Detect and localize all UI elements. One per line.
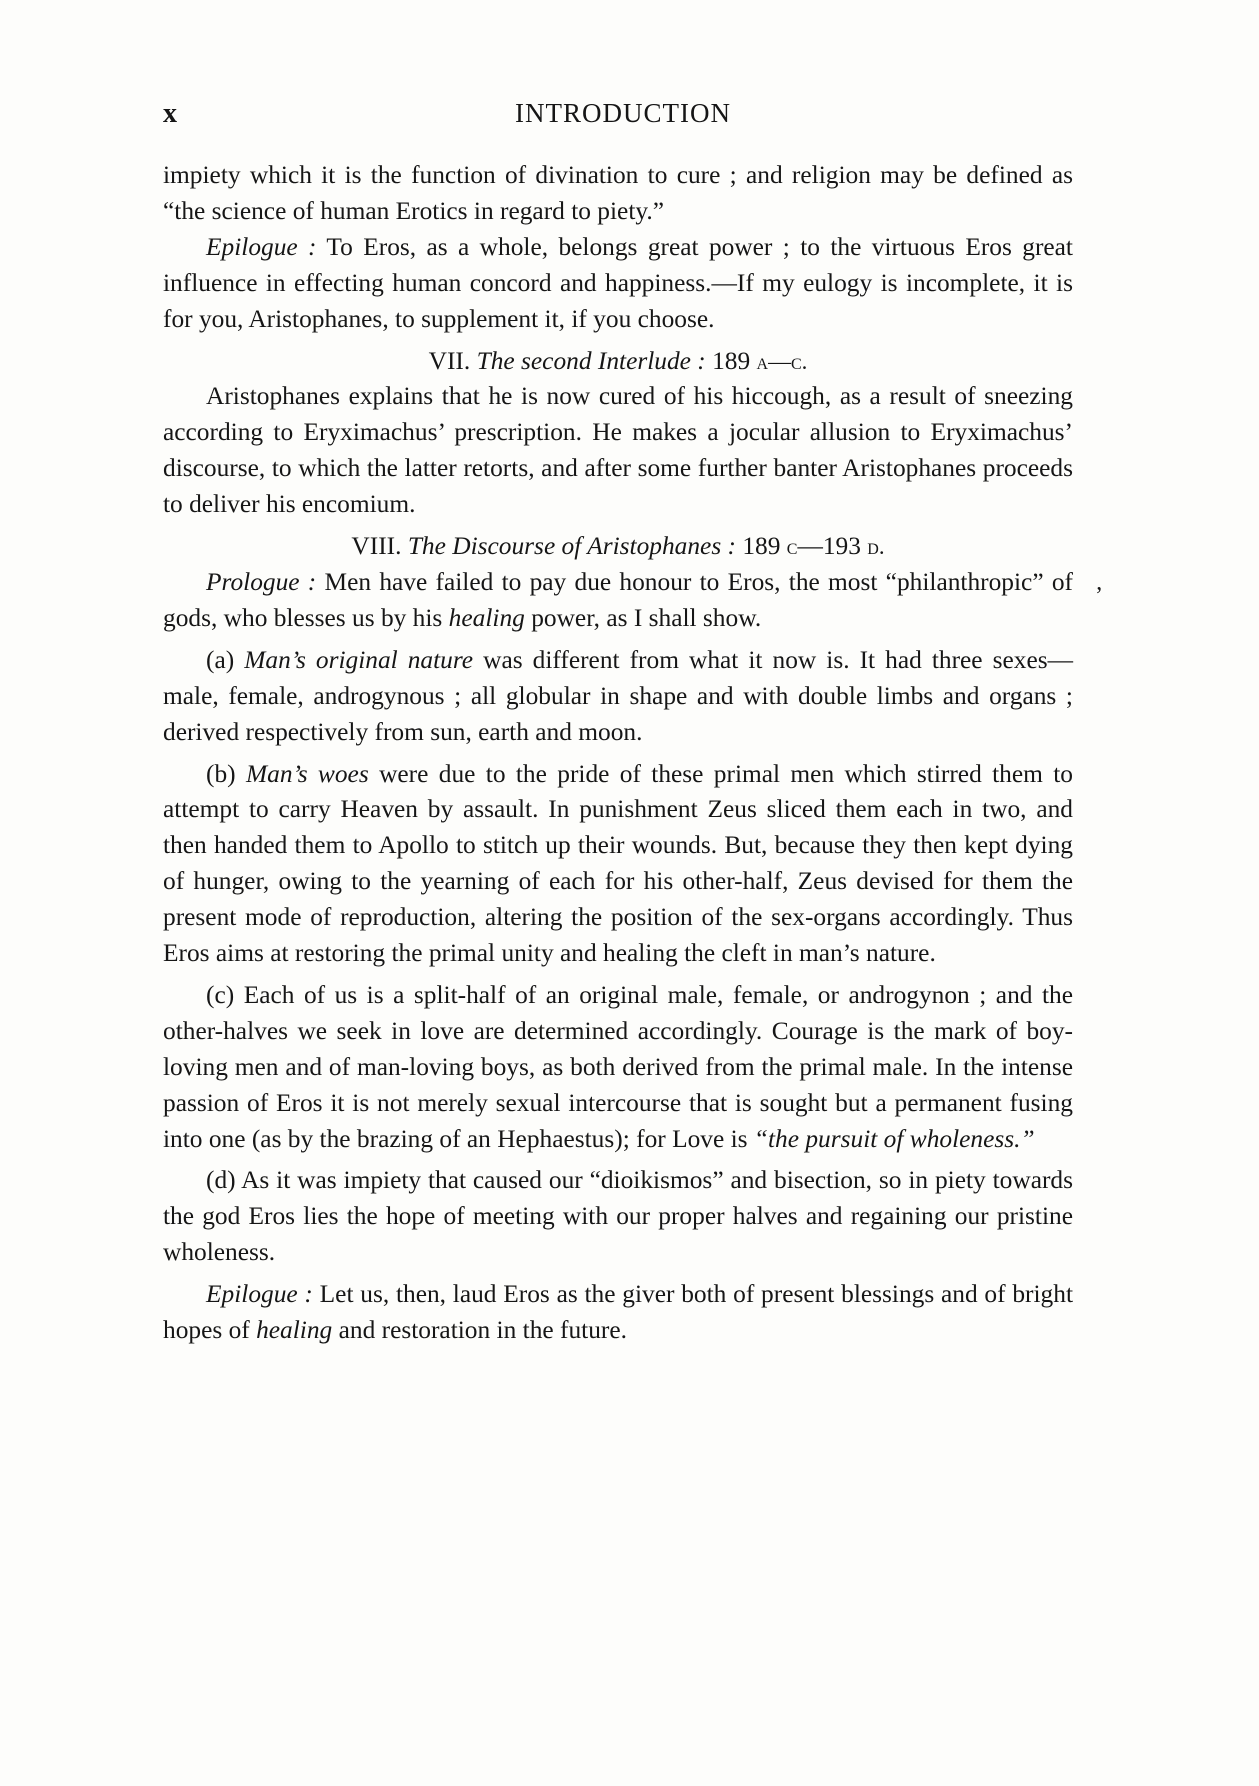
running-head: INTRODUCTION (515, 98, 731, 128)
list-marker-d: (d) (206, 1166, 236, 1195)
list-marker-a: (a) (206, 645, 235, 674)
epilogue-label: Epilogue : (206, 1280, 313, 1309)
prologue-label: Prologue : (206, 567, 317, 596)
paragraph-epilogue-1: Epilogue : To Eros, as a whole, belongs great power ; to the virtuous Eros great influence in effecting human concord and happiness.—If my eulogy is incomplete, it is for you, Aristophanes, to supplement it, if you choose. (163, 232, 1073, 333)
paragraph-a: (a) Man’s original nature was different from what it now is. It had three sexes—male, female, androgynous ; all globular in shape and with double limbs and organs ; derived respectively from sun, earth and moon. (163, 645, 1073, 746)
epilogue-label: Epilogue : (206, 232, 317, 261)
paragraph-prologue: Prologue : Men have failed to pay due honour to Eros, the most “philanthropic” of gods, who blesses us by his healing power, as I shall show. (163, 567, 1074, 632)
body-text (163, 158, 1073, 1349)
page-header (163, 98, 1083, 138)
section-heading-vii: VII. The second Interlude : 189 a—c. (428, 346, 808, 375)
paragraph-epilogue-2: Epilogue : Let us, then, laud Eros as the giver both of present blessings and of bright hopes of healing and restoration in the future. (163, 1280, 1073, 1345)
paragraph-d: (d) As it was impiety that caused our “dioikismos” and bisection, so in piety towards the god Eros lies the hope of meeting with our proper halves and regaining our pristine wholeness. (163, 1166, 1073, 1267)
list-marker-b: (b) (206, 759, 236, 788)
paragraph-interlude: Aristophanes explains that he is now cured of his hiccough, as a result of sneezing according to Eryximachus’ prescription. He makes a jocular allusion to Eryximachus’ discourse, to which the latter retorts, and after some further banter Aristophanes proceeds to deliver his encomium. (163, 382, 1073, 519)
paragraph-continued: impiety which it is the function of divination to cure ; and religion may be defined as “the science of human Erotics in regard to piety.” (163, 161, 1073, 225)
list-marker-c: (c) (206, 980, 235, 1009)
section-heading-viii: VIII. The Discourse of Aristophanes : 189 c—193 d. (351, 532, 885, 561)
paragraph-b: (b) Man’s woes were due to the pride of these primal men which stirred them to attempt to carry Heaven by assault. In punishment Zeus sliced them each in two, and then handed them to Apollo to stitch up their wounds. But, because they then kept dying of hunger, owing to the yearning of each for his other-half, Zeus devised for them the present mode of reproduction, altering the position of the sex-organs accordingly. Thus Eros aims at restoring the primal unity and healing the cleft in man’s nature. (163, 759, 1073, 968)
page-number: x (163, 98, 177, 129)
paragraph-c: (c) Each of us is a split-half of an original male, female, or androgynon ; and the other-halves we seek in love are determined accordingly. Courage is the mark of boy-loving men and of man-loving boys, as both derived from the primal male. In the intense passion of Eros it is not merely sexual intercourse that is sought but a permanent fusing into one (as by the brazing of an Hephaestus); for Love is “the pursuit of wholeness.” (163, 980, 1073, 1153)
margin-mark: ’ (1095, 583, 1103, 609)
